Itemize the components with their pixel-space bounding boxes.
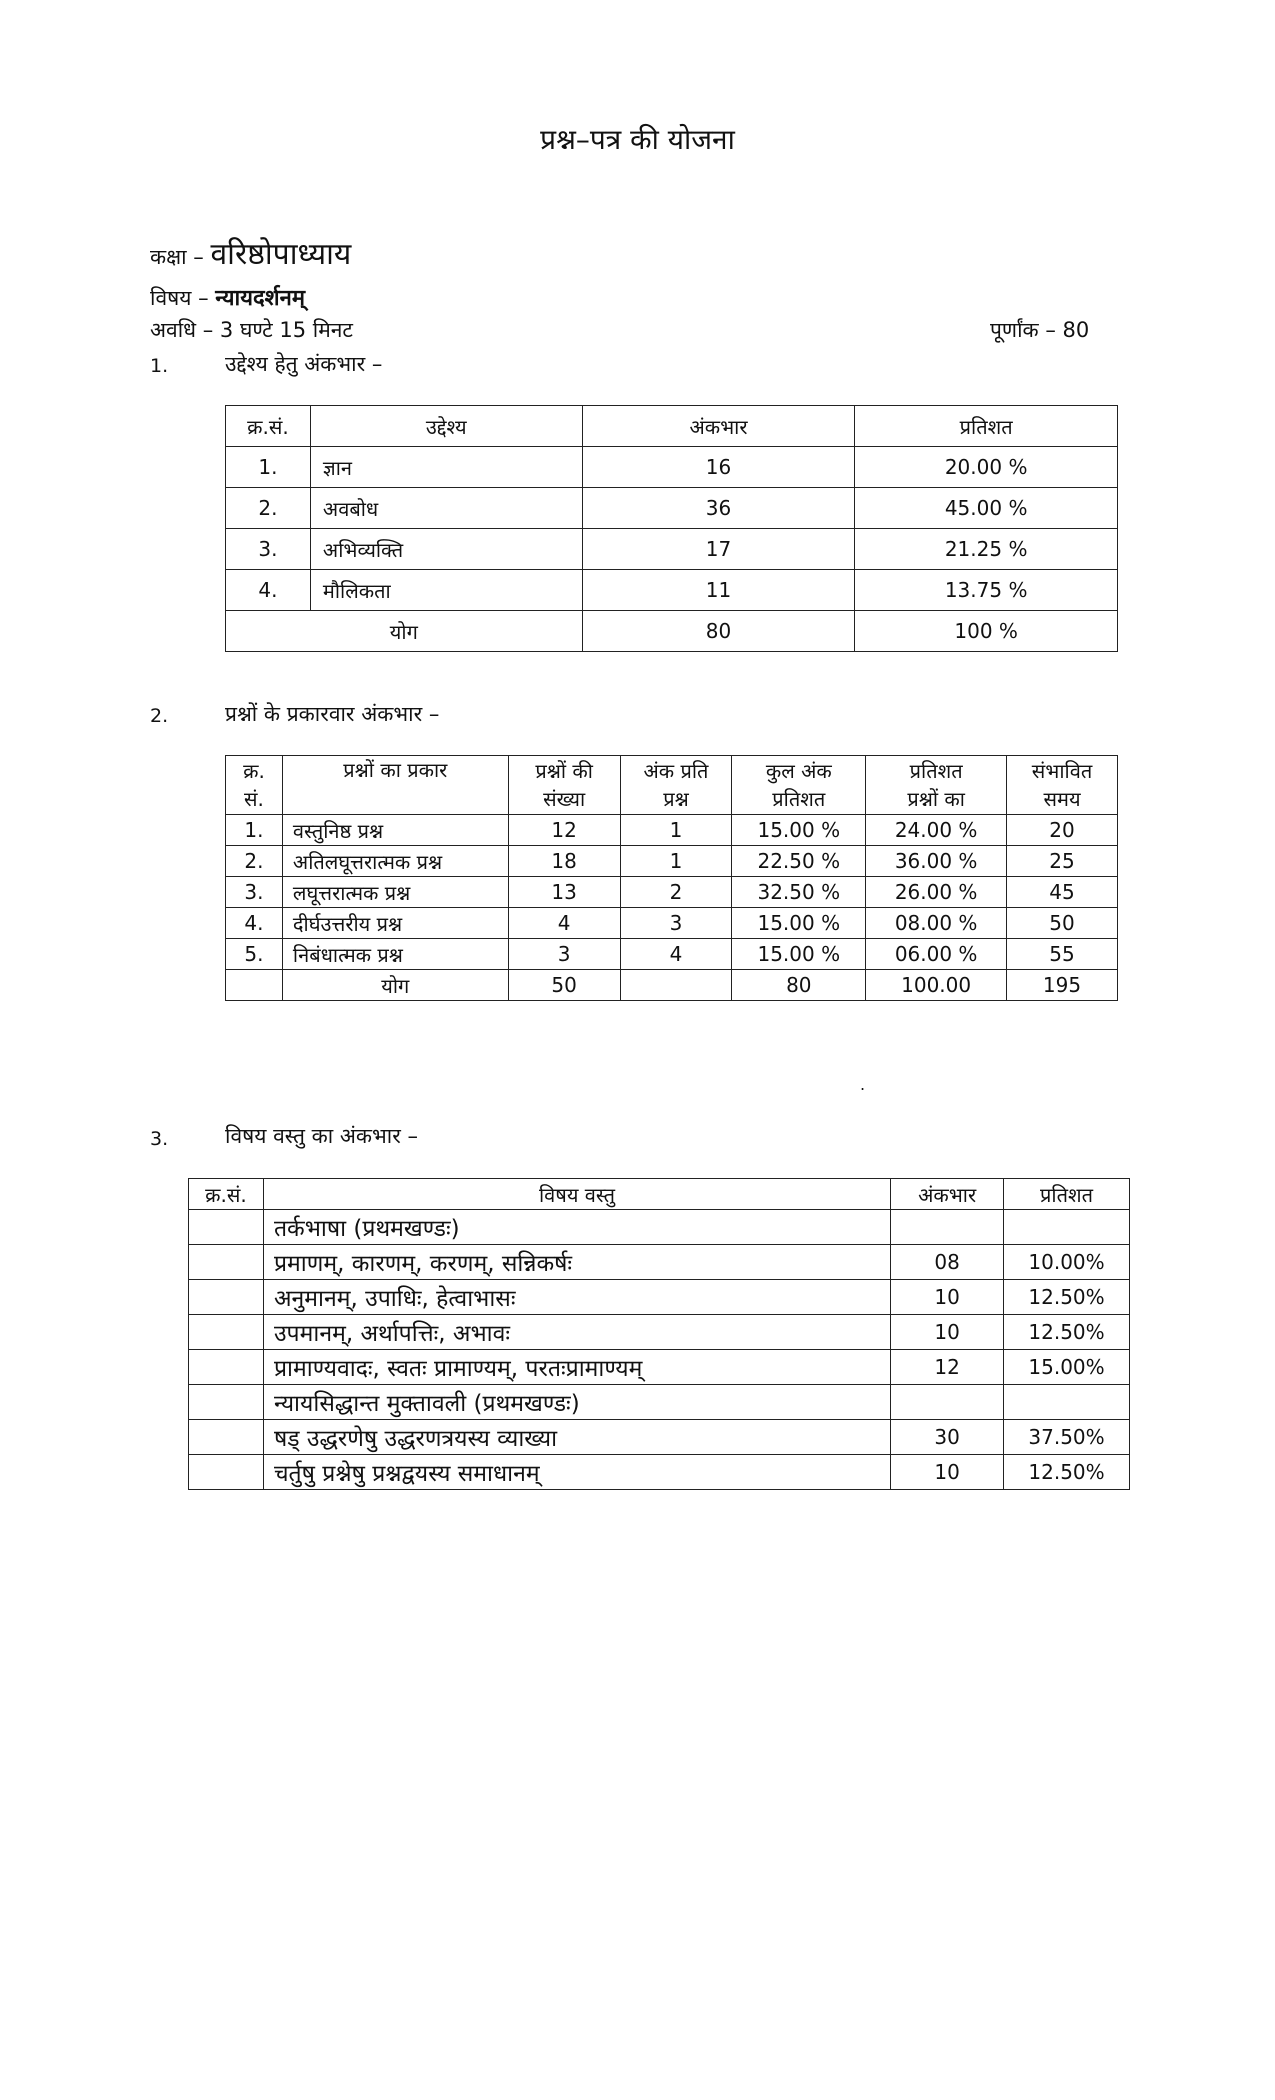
table-row [226,447,1118,488]
table-cell: 4 [508,908,620,939]
class-value: वरिष्ठोपाध्याय [210,237,352,272]
table-cell: अभिव्यक्ति [310,529,582,570]
section1-number: 1. [150,355,169,377]
subject-line [150,282,305,312]
table-row [226,908,1118,939]
table-cell: प्रमाणम्, कारणम्, करणम्, सन्निकर्षः [263,1245,890,1280]
stray-mark: . [860,1075,866,1094]
table-cell: 10.00% [1004,1245,1130,1280]
table-cell: 36.00 % [866,846,1007,877]
table-cell: 2. [226,846,283,877]
table-cell: मौलिकता [310,570,582,611]
table-cell: 15.00 % [732,939,866,970]
table-cell [891,1210,1004,1245]
table-header-row [189,1179,1130,1210]
table-cell [189,1455,264,1490]
table-cell: न्यायसिद्धान्त मुक्तावली (प्रथमखण्डः) [263,1385,890,1420]
table-cell [189,1245,264,1280]
table-cell: 21.25 % [855,529,1118,570]
table-cell: 55 [1007,939,1118,970]
table-cell: ज्ञान [310,447,582,488]
table-cell: 3. [226,529,311,570]
table-cell [1004,1385,1130,1420]
table-row [189,1315,1130,1350]
question-type-table [225,755,1118,1001]
table-cell: अतिलघूत्तरात्मक प्रश्न [282,846,508,877]
total-cell: 100 % [855,611,1118,652]
table-cell [226,970,283,1001]
objective-marks-table [225,405,1118,652]
table-cell: 25 [1007,846,1118,877]
table-cell: 11 [582,570,855,611]
table-cell: 12 [891,1350,1004,1385]
table-cell: 4. [226,570,311,611]
table-cell: 20 [1007,815,1118,846]
table-row [189,1210,1130,1245]
table-cell: 4. [226,908,283,939]
section2-number: 2. [150,705,169,727]
header-cell: अंकभार [582,406,855,447]
table-cell: 08 [891,1245,1004,1280]
table-cell [189,1385,264,1420]
table-cell: 2. [226,488,311,529]
table-cell: षड् उद्धरणेषु उद्धरणत्रयस्य व्याख्या [263,1420,890,1455]
table-header-row [226,406,1118,447]
table-cell: निबंधात्मक प्रश्न [282,939,508,970]
table-cell: 5. [226,939,283,970]
table-cell: 15.00 % [732,908,866,939]
page-title: प्रश्न–पत्र की योजना [540,123,735,156]
table-cell: 3 [508,939,620,970]
table-header-row [226,756,1118,815]
table-cell: 3. [226,877,283,908]
table-row [189,1245,1130,1280]
table-row [226,846,1118,877]
table-row [226,488,1118,529]
table-cell: 10 [891,1315,1004,1350]
table-cell: 12 [508,815,620,846]
header-cell: प्रश्नों की संख्या [508,756,620,815]
table-cell: 32.50 % [732,877,866,908]
table-row [226,529,1118,570]
table-row [226,939,1118,970]
total-cell: 50 [508,970,620,1001]
header-cell: क्र.सं. [189,1179,264,1210]
table-row [226,570,1118,611]
table-cell: 50 [1007,908,1118,939]
section3-title: विषय वस्तु का अंकभार – [225,1124,418,1148]
table-cell: 37.50% [1004,1420,1130,1455]
section2-title: प्रश्नों के प्रकारवार अंकभार – [225,702,440,726]
header-cell: प्रतिशत [1004,1179,1130,1210]
table-cell: 1. [226,447,311,488]
table-cell: अनुमानम्, उपाधिः, हेत्वाभासः [263,1280,890,1315]
table-cell [189,1210,264,1245]
duration: अवधि – 3 घण्टे 15 मिनट [150,318,354,342]
table-cell [189,1315,264,1350]
total-label: योग [282,970,508,1001]
table-cell: उपमानम्, अर्थापत्तिः, अभावः [263,1315,890,1350]
table-cell: वस्तुनिष्ठ प्रश्न [282,815,508,846]
subject-value: न्यायदर्शनम् [215,286,306,311]
table-cell: 1 [620,815,732,846]
table-cell: 20.00 % [855,447,1118,488]
table-cell: 1. [226,815,283,846]
table-row [189,1385,1130,1420]
table-cell: दीर्घउत्तरीय प्रश्न [282,908,508,939]
table-cell: 08.00 % [866,908,1007,939]
table-cell: 45.00 % [855,488,1118,529]
table-row [189,1280,1130,1315]
table-cell: 45 [1007,877,1118,908]
subject-label: विषय – [150,286,209,310]
content-marks-table [188,1178,1130,1490]
header-cell: कुल अंक प्रतिशत [732,756,866,815]
table-cell: 15.00 % [732,815,866,846]
header-cell: प्रतिशत प्रश्नों का [866,756,1007,815]
table-cell [189,1420,264,1455]
header-cell: संभावित समय [1007,756,1118,815]
table-cell: 22.50 % [732,846,866,877]
table-cell [1004,1210,1130,1245]
header-cell: क्र. सं. [226,756,283,815]
table-row [189,1350,1130,1385]
table-cell [891,1385,1004,1420]
header-cell: अंक प्रति प्रश्न [620,756,732,815]
table-cell: 10 [891,1455,1004,1490]
total-label: योग [226,611,583,652]
table-cell: 4 [620,939,732,970]
table-cell: 13.75 % [855,570,1118,611]
header-cell: उद्देश्य [310,406,582,447]
table-cell: 26.00 % [866,877,1007,908]
table-row [189,1455,1130,1490]
table-cell: चर्तुषु प्रश्नेषु प्रश्नद्वयस्य समाधानम् [263,1455,890,1490]
total-cell: 195 [1007,970,1118,1001]
table-total-row [226,611,1118,652]
full-marks: पूर्णांक – 80 [990,318,1090,342]
table-cell: 06.00 % [866,939,1007,970]
table-row [226,877,1118,908]
section3-number: 3. [150,1128,169,1150]
header-cell: विषय वस्तु [263,1179,890,1210]
table-cell: 15.00% [1004,1350,1130,1385]
table-cell: 12.50% [1004,1455,1130,1490]
table-cell: तर्कभाषा (प्रथमखण्डः) [263,1210,890,1245]
class-line [150,232,351,273]
table-total-row [226,970,1118,1001]
table-cell: 36 [582,488,855,529]
table-row [226,815,1118,846]
header-cell: प्रश्नों का प्रकार [282,756,508,815]
table-row [189,1420,1130,1455]
class-label: कक्षा – [150,245,204,269]
header-cell: क्र.सं. [226,406,311,447]
total-cell: 80 [582,611,855,652]
total-cell: 100.00 [866,970,1007,1001]
header-cell: अंकभार [891,1179,1004,1210]
table-cell: 1 [620,846,732,877]
table-cell: 18 [508,846,620,877]
table-cell: 24.00 % [866,815,1007,846]
table-cell: 10 [891,1280,1004,1315]
table-cell: प्रामाण्यवादः, स्वतः प्रामाण्यम्, परतःप्रामाण्यम् [263,1350,890,1385]
table-cell: 16 [582,447,855,488]
table-cell: 12.50% [1004,1280,1130,1315]
table-cell [189,1280,264,1315]
section1-title: उद्देश्य हेतु अंकभार – [225,352,383,376]
total-cell [620,970,732,1001]
table-cell [189,1350,264,1385]
table-cell: 30 [891,1420,1004,1455]
table-cell: 12.50% [1004,1315,1130,1350]
table-cell: 13 [508,877,620,908]
table-cell: अवबोध [310,488,582,529]
total-cell: 80 [732,970,866,1001]
table-cell: लघूत्तरात्मक प्रश्न [282,877,508,908]
table-cell: 3 [620,908,732,939]
table-cell: 2 [620,877,732,908]
header-cell: प्रतिशत [855,406,1118,447]
table-cell: 17 [582,529,855,570]
